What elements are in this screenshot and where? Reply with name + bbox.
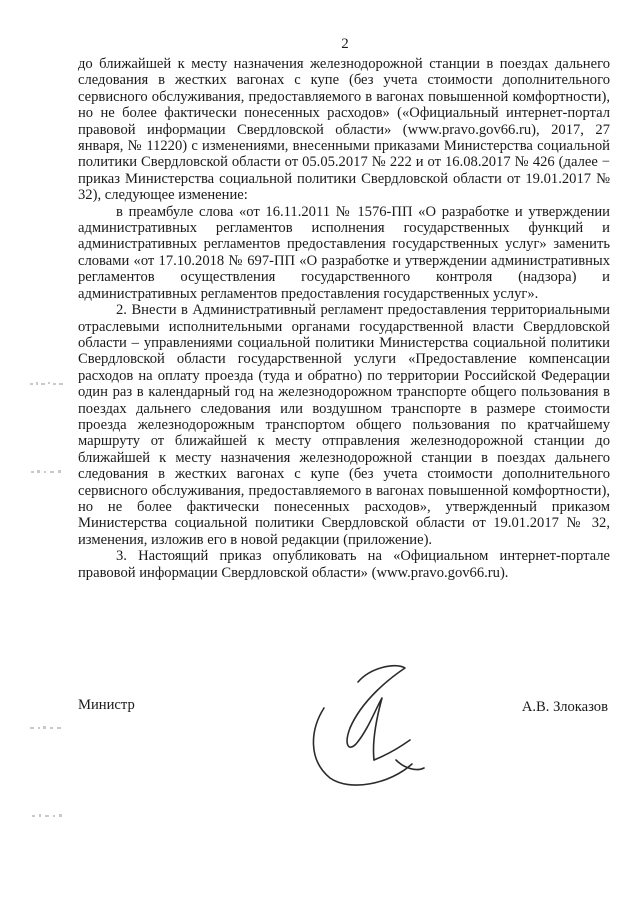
paragraph-item-3: 3. Настоящий приказ опубликовать на «Официальном интернет-портале правовой информации Свердловской области» (www.pravo.gov66.ru). bbox=[78, 548, 610, 581]
scan-noise-mark bbox=[30, 724, 66, 732]
scan-noise-mark bbox=[30, 812, 66, 820]
paragraph-continuation: до ближайшей к месту назначения железнодорожной станции в поездах дальнего следования в жестких вагонах с купе (без учета стоимости дополнительного сервисного обслуживания, предоставляемого в вагонах повышенной комфортности), но не более фактически понесенных расходов» («Официальный интернет-портал правовой информации Свердловской области» (www.pravo.gov66.ru), 2017, 27 января, № 11220) с изменениями, внесенными приказами Министерства социальной политики Свердловской области от 05.05.2017 № 222 и от 16.08.2017 № 426 (далее − приказ Министерства социальной политики Свердловской области от 19.01.2017 № 32), следующее изменение: bbox=[78, 56, 610, 204]
minister-name: А.В. Злоказов bbox=[521, 699, 608, 715]
paragraph-item-2: 2. Внести в Административный регламент предоставления территориальными отраслевыми исполнительными органами государственной власти Свердловской области – управлениями социальной политики Министерства социальной политики Свердловской области государственной услуги «Предоставление компенсации расходов на оплату проезда (туда и обратно) по территории Российской Федерации один раз в календарный год на железнодорожном транспорте общего пользования в поездах дальнего следования или воздушном транспорте в размере стоимости проезда железнодорожным транспортом общего пользования по кратчайшему маршруту от ближайшей к месту отправления железнодорожной станции до ближайшей к месту назначения железнодорожной станции в поездах дальнего следования в жестких вагонах с купе (без учета стоимости дополнительного сервисного обслуживания, предоставляемого в вагонах повышенной комфортности), но не более фактически понесенных расходов», утвержденный приказом Министерства социальной политики Свердловской области от 19.01.2017 № 32, изменения, изложив его в новой редакции (приложение). bbox=[78, 302, 610, 548]
scan-noise-mark bbox=[30, 380, 66, 388]
scan-noise-mark bbox=[30, 468, 66, 476]
page-number: 2 bbox=[341, 36, 349, 52]
handwritten-signature-icon bbox=[300, 660, 430, 795]
minister-title: Министр bbox=[78, 697, 135, 713]
paragraph-preamble-change: в преамбуле слова «от 16.11.2011 № 1576-ПП «О разработке и утверждении административных регламентов исполнения государственных функций и административных регламентов предоставления государственных услуг» заменить словами «от 17.10.2018 № 697-ПП «О разработке и утверждении административных регламентов осуществления государственного контроля (надзора) и административных регламентов предоставления государственных услуг». bbox=[78, 203, 610, 302]
document-body bbox=[78, 56, 610, 581]
